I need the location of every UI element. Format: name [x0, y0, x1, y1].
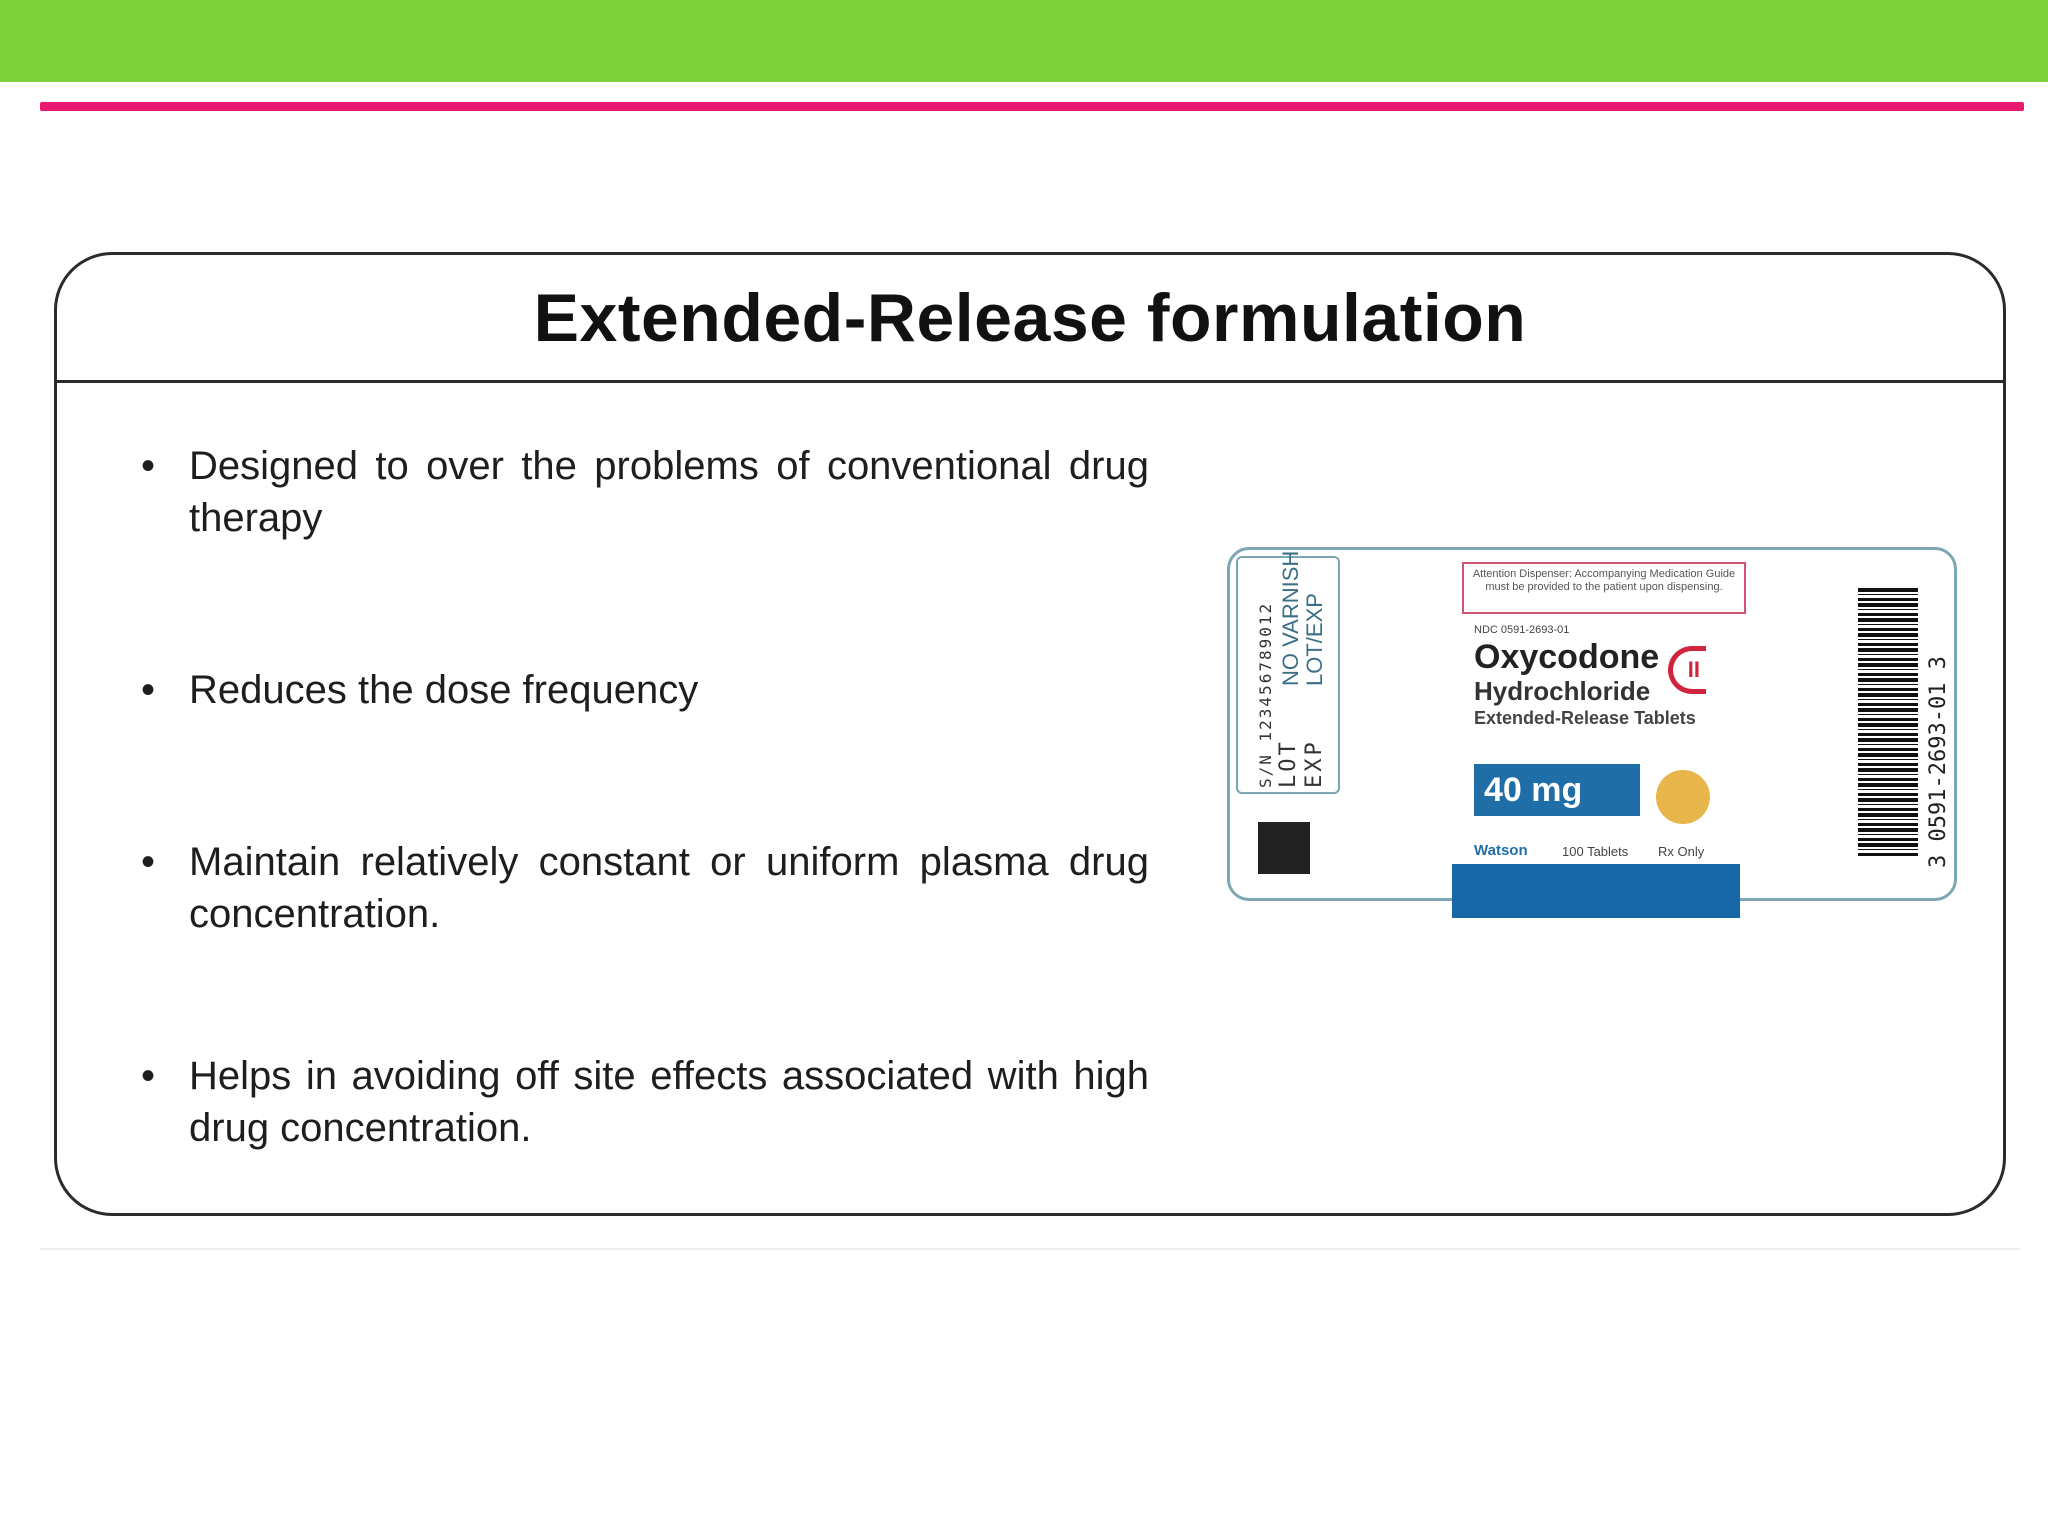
label-blue-strip	[1452, 864, 1740, 918]
manufacturer-logo: Watson	[1474, 842, 1528, 859]
bottom-divider	[40, 1248, 2020, 1250]
lot-exp-box	[1236, 550, 1340, 794]
pill-icon	[1656, 770, 1710, 824]
exp-text: EXP	[1302, 739, 1327, 788]
bullet-list	[137, 440, 1149, 1154]
tablet-count: 100 Tablets	[1562, 844, 1629, 859]
bullet-item: • Maintain relatively constant or uniform plasma drug concentration.	[137, 836, 1149, 940]
slide-title: Extended-Release formulation	[533, 279, 1527, 356]
content-card	[54, 252, 2006, 1216]
drug-label-image	[1227, 547, 1957, 901]
lot-text: LOT	[1276, 739, 1301, 788]
drug-name: Oxycodone	[1474, 638, 1660, 676]
card-header	[57, 255, 2003, 383]
registration-square	[1258, 822, 1310, 874]
barcode-icon	[1858, 588, 1918, 858]
dispenser-notice: Attention Dispenser: Accompanying Medication Guide must be provided to the patient upon dispensing.	[1462, 562, 1746, 614]
ndc-code: NDC 0591-2693-01	[1474, 624, 1570, 636]
accent-divider	[40, 102, 2024, 111]
drug-formulation: Extended-Release Tablets	[1474, 708, 1696, 728]
schedule-text: II	[1687, 657, 1700, 682]
barcode-number: 3 0591-2693-01 3	[1926, 656, 1951, 868]
top-banner	[0, 0, 2048, 82]
strength-text: 40 mg	[1484, 770, 1583, 809]
lot-exp-text: LOT/EXP	[1302, 593, 1327, 686]
no-varnish-text: NO VARNISH	[1278, 550, 1303, 686]
bullet-item: • Reduces the dose frequency	[137, 664, 1149, 716]
serial-number: S/N 123456789012	[1256, 601, 1275, 788]
drug-salt: Hydrochloride	[1474, 676, 1651, 706]
strength-box	[1474, 764, 1640, 816]
rx-only: Rx Only	[1658, 844, 1705, 859]
label-center-panel	[1462, 562, 1746, 892]
bullet-item: • Helps in avoiding off site effects associated with high drug concentration.	[137, 1050, 1149, 1154]
bullet-item: • Designed to over the problems of conventional drug therapy	[137, 440, 1149, 544]
